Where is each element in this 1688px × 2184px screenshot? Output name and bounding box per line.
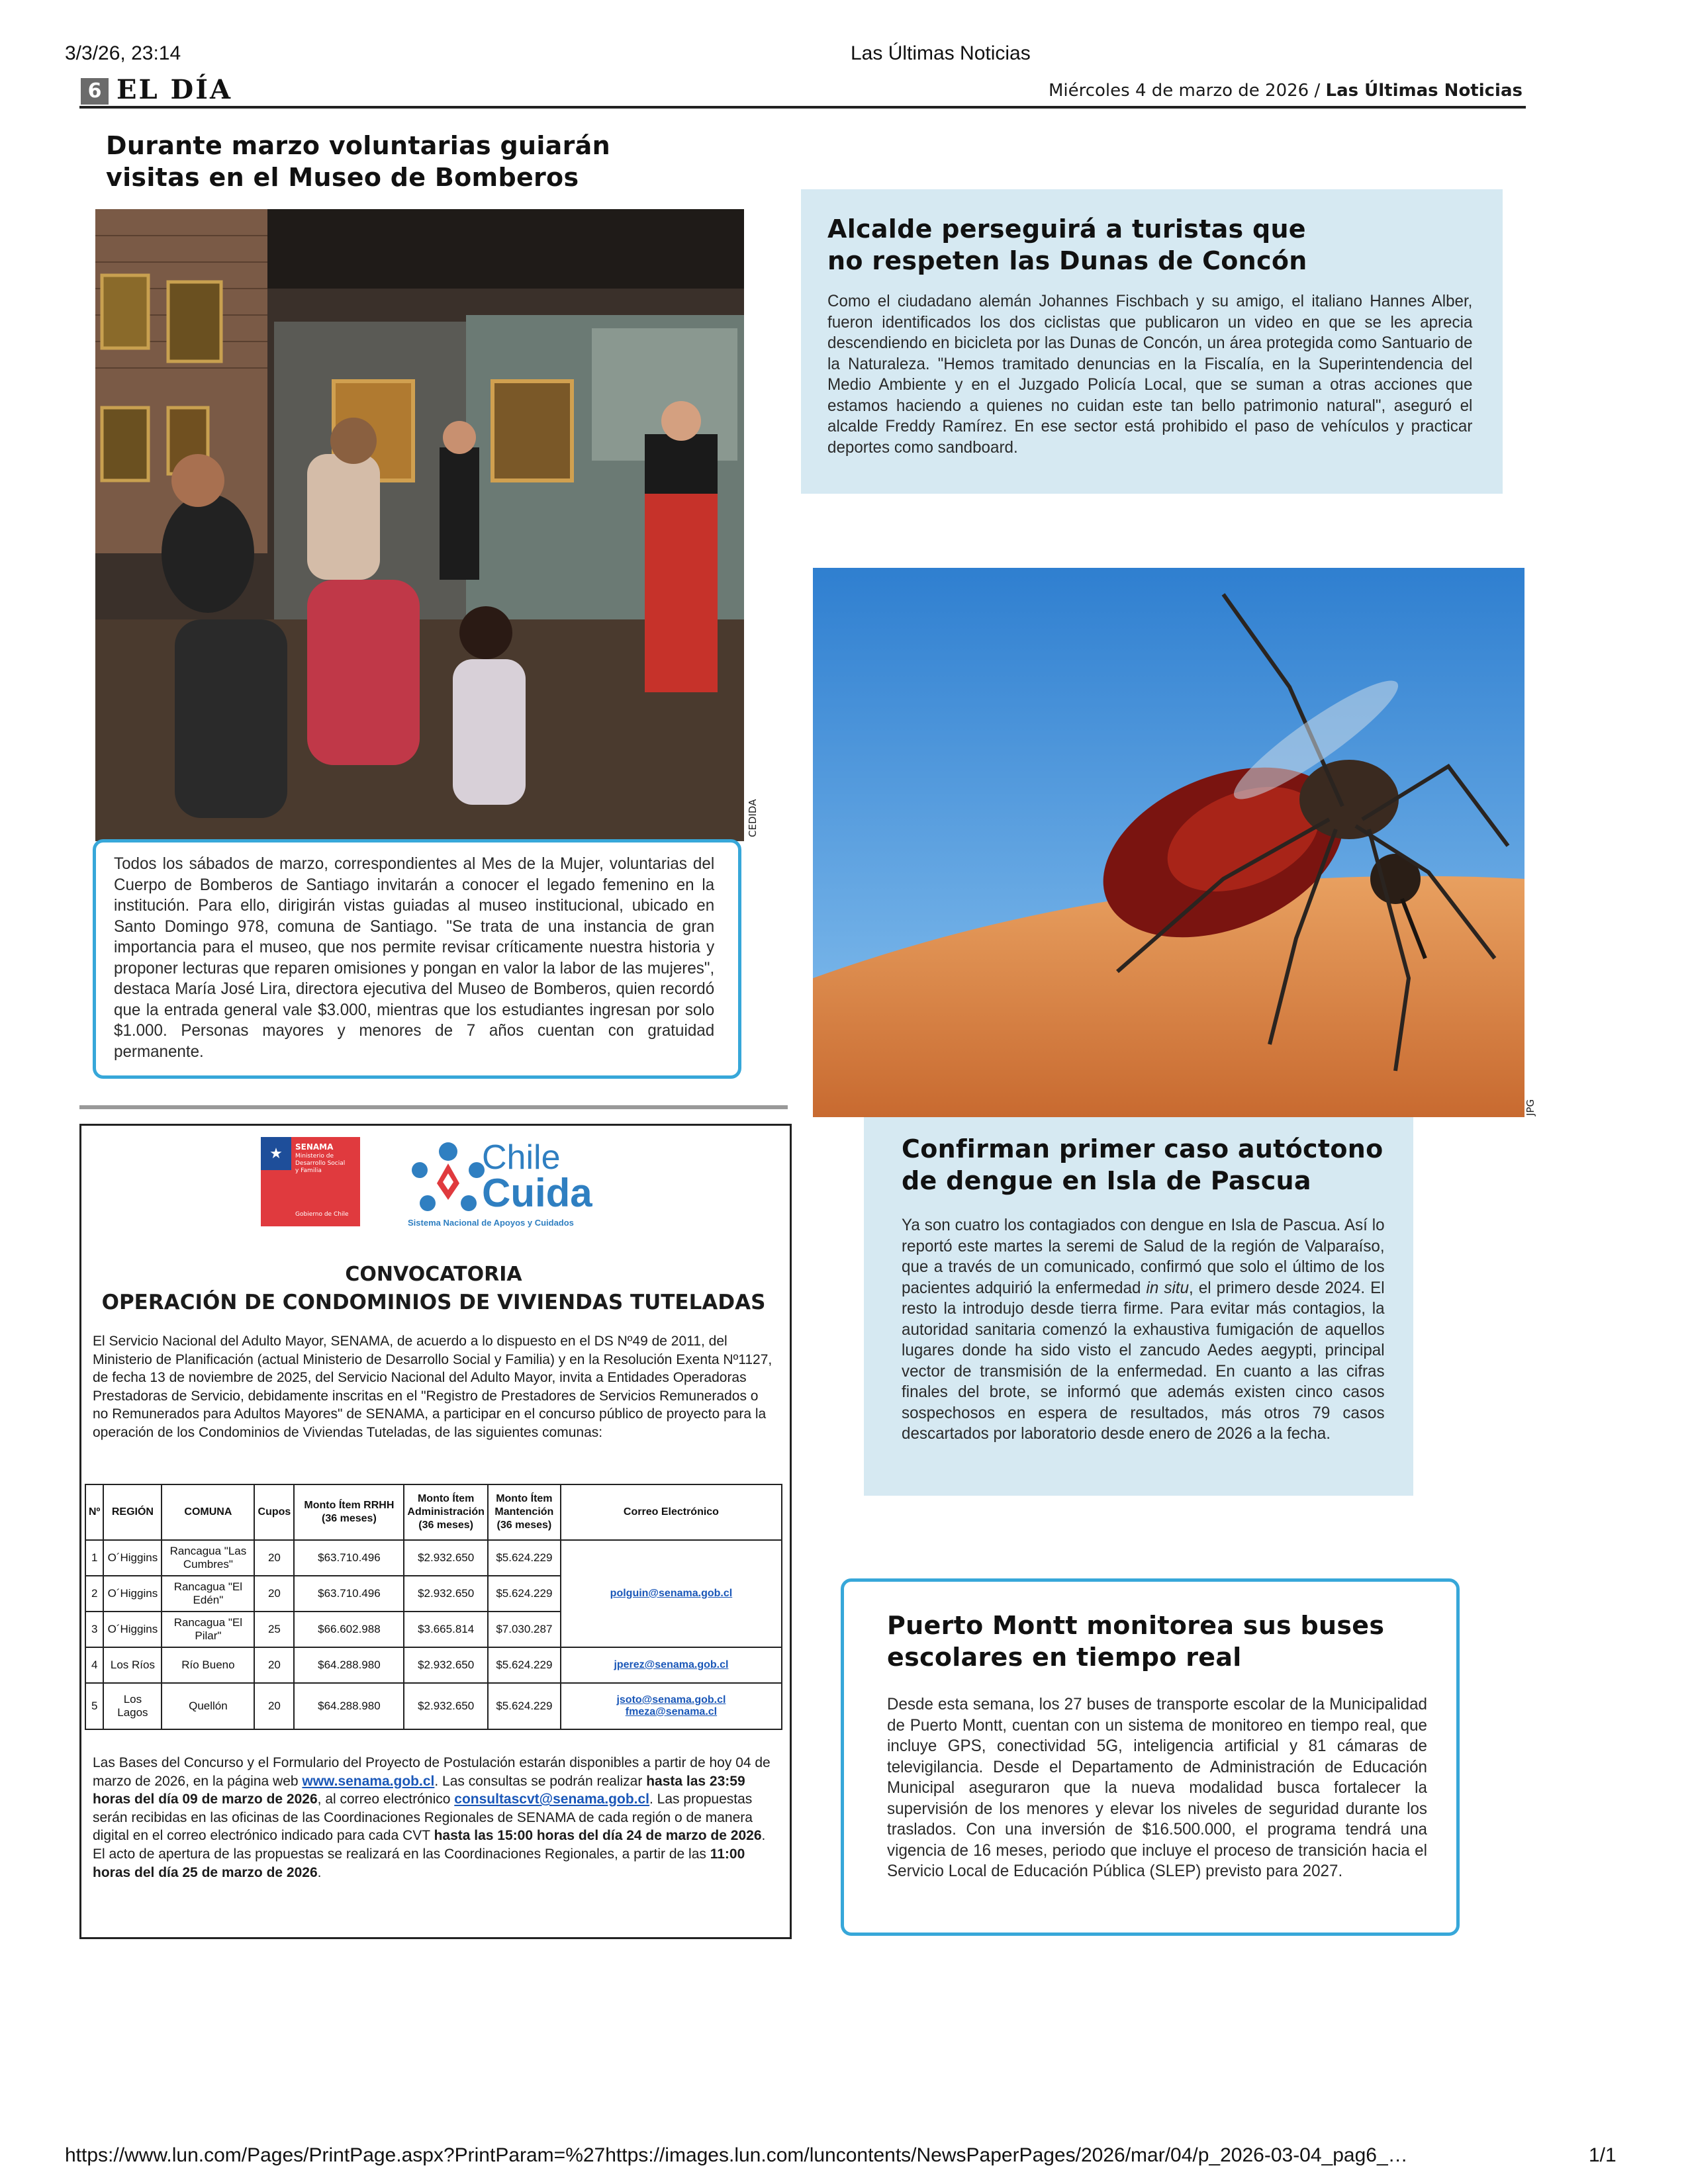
masthead-date: Miércoles 4 de marzo de 2026 [1048,81,1309,101]
email-link-loslagos-1[interactable]: jsoto@senama.gob.cl [616,1694,726,1706]
table-row [85,1540,782,1576]
print-footer-page: 1/1 [1589,2144,1617,2166]
ad-col-header: Monto Ítem RRHH (36 meses) [294,1484,404,1540]
page-number-badge: 6 [81,78,109,105]
masthead-separator: / [1314,81,1321,101]
ad-col-header: REGIÓN [103,1484,162,1540]
museo-body: Todos los sábados de marzo, correspondientes al Mes de la Mujer, voluntarias del Cuerpo de Bomberos de Santiago invitarán a conocer el legado femenino en la institución. Para ello, dirigirán vistas guiadas al museo institucional, ubicado en Santo Domingo 978, comuna de Santiago. "Se trata de una instancia de gran importancia para el museo, que nos permite revisar críticamente nuestra historia y proponer lecturas que reparen omisiones y pongan en valor la labor de las mujeres", destaca María José Lira, directora ejecutiva del Museo de Bomberos, quien recordó que la entrada general vale $3.000, mientras que los estudiantes ingresan por solo $1.000. Personas mayores y menores de 7 años cuentan con gratuidad permanente. [114,854,715,1061]
buses-body: Desde esta semana, los 27 buses de transporte escolar de la Municipalidad de Puerto Montt, cuentan con un sistema de monitoreo en tiempo real, que incluye GPS, conectividad 5G, inteligencia artificial y 81 cámaras de televigilancia. Desde el Departamento de Administración de Educación Municipal aseguraron que la nueva modalidad busca fortalecer la supervisión de los menores y elevar los niveles de seguridad durante los traslados. Con una inversión de $16.500.000, el programa tendrá una vigencia de 16 meses, periodo que incluye el proceso de transición hacia el Servicio Local de Educación Pública (SLEP) previsto para 2027. [887,1695,1427,1880]
email-links-loslagos [561,1683,782,1729]
table-row [85,1683,782,1729]
buses-headline [887,1610,1450,1673]
table-cell: Los Ríos [103,1647,162,1683]
ad-col-header: Correo Electrónico [561,1484,782,1540]
senama-logo-red-left [261,1170,291,1226]
ad-col-header: Nº [85,1484,103,1540]
print-page-title: Las Últimas Noticias [851,42,1031,64]
section-title: EL DÍA [117,74,232,105]
ad-closing-p3: , al correo electrónico [317,1792,455,1807]
ad-closing-p5: . El acto de apertura de las propuestas se realizará en las Coordinaciones Regionales, a partir de las [93,1828,766,1862]
table-cell: Rancagua "Las Cumbres" [162,1540,254,1576]
table-cell: 25 [254,1612,294,1647]
senama-logo-sub [295,1153,345,1175]
table-cell: 5 [85,1683,103,1729]
ad-col-header: Monto Ítem Administración (36 meses) [404,1484,487,1540]
buses-headline-line1: Puerto Montt monitorea sus buses [887,1611,1385,1640]
museo-headline-line1: Durante marzo voluntarias guiarán [106,131,610,160]
print-datetime: 3/3/26, 23:14 [65,42,181,64]
table-cell: $5.624.229 [488,1540,561,1576]
ad-closing-deadline-1: hasta las 23:59 horas del día 09 de marzo de 2026 [93,1773,745,1807]
table-cell: 3 [85,1612,103,1647]
buses-headline-line2: escolares en tiempo real [887,1643,1242,1672]
senama-sub2: Desarrollo Social [295,1160,346,1167]
senama-sub1: Ministerio de [295,1153,334,1160]
dunas-headline-line2: no respeten las Dunas de Concón [827,246,1307,275]
table-cell: O´Higgins [103,1576,162,1612]
print-footer-url: https://www.lun.com/Pages/PrintPage.aspx?PrintParam=%27https://images.lun.com/luncontents/NewsPaperPages/2026/mar/04/p_2026-03-04_pag6_… [65,2144,1408,2166]
table-cell: Quellón [162,1683,254,1729]
dengue-headline-line1: Confirman primer caso autóctono [902,1134,1383,1163]
ad-intro: El Servicio Nacional del Adulto Mayor, SENAMA, de acuerdo a lo dispuesto en el DS Nº49 de 2011, del Ministerio de Planificación (actual Ministerio de Desarrollo Social y Familia) y en la Resolución Exenta Nº1127, de fecha 13 de noviembre de 2025, del Servicio Nacional del Adulto Mayor, invita a Entidades Operadoras Prestadoras de Servicio, debidamente inscritas en el "Registro de Prestadores de Servicios Remunerados o no Remunerados para Adultos Mayores" de SENAMA, a participar en el concurso público de proyecto para la operación de los Condominios de Viviendas Tuteladas, de las siguientes comunas: [93,1334,773,1440]
ad-col-header: COMUNA [162,1484,254,1540]
table-cell: Los Lagos [103,1683,162,1729]
ad-closing-deadline-3: 11:00 horas del día 25 de marzo de 2026 [93,1846,745,1880]
table-cell: $66.602.988 [294,1612,404,1647]
table-cell: 20 [254,1576,294,1612]
table-cell: $5.624.229 [488,1647,561,1683]
table-cell: $2.932.650 [404,1683,487,1729]
table-cell: O´Higgins [103,1540,162,1576]
table-cell: $5.624.229 [488,1576,561,1612]
table-cell: $3.665.814 [404,1612,487,1647]
table-cell: $64.288.980 [294,1683,404,1729]
table-cell: 20 [254,1683,294,1729]
museo-headline [106,130,768,193]
table-cell: 2 [85,1576,103,1612]
dengue-body-part2: , el primero desde 2024. El resto la introdujo desde tierra firme. Para evitar más contagios, la autoridad sanitaria comenzó la exhaustiva fumigación de aquellos lugares donde ha sido visto el zancudo Aedes aegypti, principal vector de transmisión de la enfermedad. En cuanto a las cifras finales del brote, se informó que además existen cinco casos sospechosos en espera de resultados, más otros 79 casos descartados por laboratorio desde enero de 2026 a la fecha. [902,1278,1385,1443]
table-cell: $2.932.650 [404,1540,487,1576]
table-cell: $63.710.496 [294,1576,404,1612]
email-link-losrios[interactable]: jperez@senama.gob.cl [561,1647,782,1683]
ad-closing-p2: . Las consultas se podrán realizar [434,1773,647,1789]
table-cell: O´Higgins [103,1612,162,1647]
ad-col-header: Cupos [254,1484,294,1540]
ad-closing-p1: Las Bases del Concurso y el Formulario del Proyecto de Postulación estarán disponibles a partir de hoy 04 de marzo de 2026, en la página web [93,1755,771,1789]
dengue-body [902,1215,1385,1445]
table-cell: $63.710.496 [294,1540,404,1576]
email-link-loslagos-2[interactable]: fmeza@senama.cl [625,1706,718,1717]
table-cell: 1 [85,1540,103,1576]
table-cell: Rancagua "El Edén" [162,1576,254,1612]
table-cell: $5.624.229 [488,1683,561,1729]
museo-headline-line2: visitas en el Museo de Bomberos [106,163,579,192]
museo-photo [95,209,744,841]
gobierno-label: Gobierno de Chile [295,1211,349,1218]
senama-logo-label: SENAMA [295,1142,334,1152]
table-cell: Río Bueno [162,1647,254,1683]
masthead-rule [79,106,1526,109]
dengue-headline-line2: de dengue en Isla de Pascua [902,1166,1311,1195]
ad-heading-1: CONVOCATORIA [345,1263,522,1286]
senama-sub3: y Familia [295,1167,322,1174]
table-cell: 20 [254,1647,294,1683]
consult-email-link[interactable]: consultascvt@senama.gob.cl [454,1792,650,1807]
table-cell: $64.288.980 [294,1647,404,1683]
ad-heading-2: OPERACIÓN DE CONDOMINIOS DE VIVIENDAS TUTELADAS [101,1291,766,1314]
dunas-headline [827,213,1489,277]
masthead-paper-name: Las Últimas Noticias [1325,81,1523,101]
table-cell: $2.932.650 [404,1576,487,1612]
senama-web-link[interactable]: www.senama.gob.cl [302,1773,435,1789]
ad-closing-p6: . [317,1864,322,1880]
star-icon: ★ [269,1145,283,1161]
ad-table-header-row [85,1484,782,1540]
ad-closing-deadline-2: hasta las 15:00 horas del día 24 de marzo de 2026 [434,1828,762,1844]
table-cell: $2.932.650 [404,1647,487,1683]
ad-col-header: Monto Ítem Mantención (36 meses) [488,1484,561,1540]
ad-closing [93,1754,774,1882]
table-cell: 4 [85,1647,103,1683]
dunas-body: Como el ciudadano alemán Johannes Fischbach y su amigo, el italiano Hannes Alber, fueron identificados los dos ciclistas que publicaron un video en que se les aprecia descendiendo en bicicleta por las Dunas de Concón, un área protegida como Santuario de la Naturaleza. "Hemos tramitado denuncias en la Fiscalía, en la Superintendencia del Medio Ambiente y en el Juzgado Policía Local, que se suman a otras acciones que estamos haciendo a quienes no cuidan este tan bello patrimonio natural", aseguró el alcalde Freddy Ramírez. En ese sector está prohibido el paso de vehículos y practicar deportes como sandboard. [827,292,1473,457]
mosquito-photo [813,568,1524,1117]
chilecuida-line2: Cuida [482,1171,592,1215]
mosquito-image [813,568,1524,1117]
mosquito-photo-credit: JPG [1524,1099,1536,1116]
chilecuida-wordmark [482,1138,592,1215]
ad-table [85,1484,782,1730]
table-cell: $7.030.287 [488,1612,561,1647]
table-cell: 20 [254,1540,294,1576]
museo-photo-credit: CEDIDA [747,799,759,837]
chilecuida-line1: Chile [482,1138,561,1177]
ad-top-rule [79,1105,788,1109]
table-row [85,1647,782,1683]
email-link-ohiggins[interactable]: polguin@senama.gob.cl [561,1540,782,1647]
chilecuida-tagline: Sistema Nacional de Apoyos y Cuidados [408,1218,574,1228]
ad-closing-p4: . Las propuestas serán recibidas en las oficinas de las Coordinaciones Regionales de SENAMA de cada región o de manera digital en el correo electrónico indicado para cada CVT [93,1792,753,1844]
dengue-body-part1: Ya son cuatro los contagiados con dengue en Isla de Pascua. Así lo reportó este martes la seremi de Salud de la región de Valparaíso, que a través de un comunicado, confirmó que solo el último de los pacientes adquirió la enfermedad [902,1216,1385,1297]
museum-scene-image [95,209,744,841]
dunas-headline-line1: Alcalde perseguirá a turistas que [827,214,1306,244]
masthead-date-line [1049,81,1523,101]
table-cell: Rancagua "El Pilar" [162,1612,254,1647]
chilecuida-figure-icon [405,1137,491,1216]
dengue-body-italic: in situ [1146,1278,1190,1297]
senama-logo [261,1137,360,1226]
dengue-headline [902,1133,1418,1197]
